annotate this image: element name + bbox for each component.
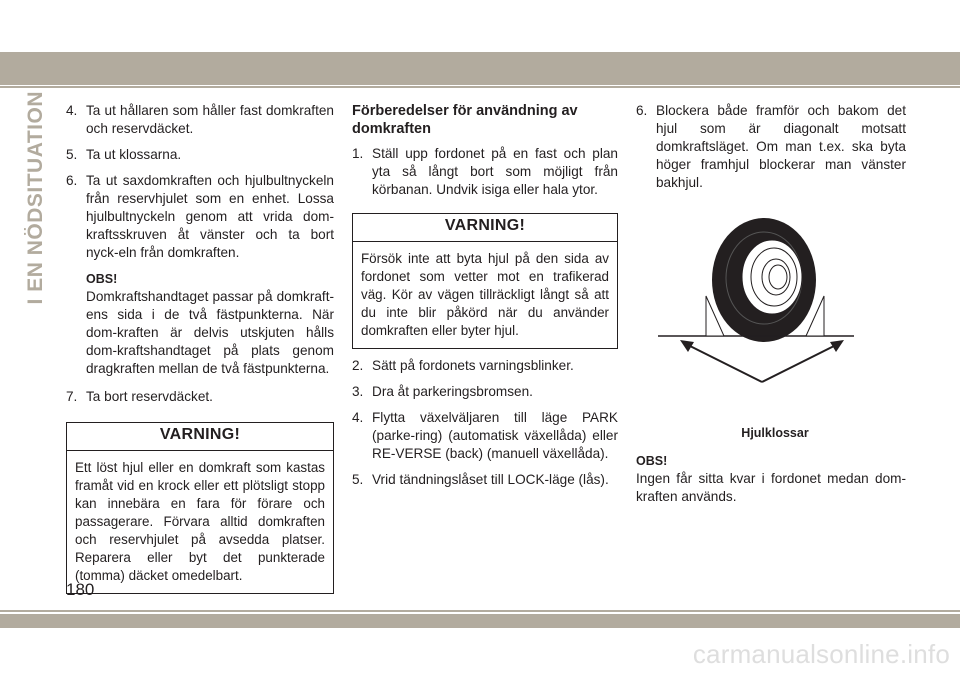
- list-text: Ta ut hållaren som håller fast domkraften och reservdäcket.: [86, 103, 334, 136]
- note-text: Ingen får sitta kvar i fordonet medan dom-kraften används.: [636, 471, 906, 504]
- list-number: 6.: [66, 173, 78, 188]
- warning-title: VARNING!: [353, 214, 617, 242]
- section-heading: Förberedelser för användning av domkraften: [352, 103, 578, 137]
- top-header-band: [0, 52, 960, 85]
- list-number: 2.: [352, 358, 364, 373]
- wheel-chock-icon: [654, 210, 864, 420]
- list-item: [66, 388, 334, 406]
- list-item: [66, 102, 334, 138]
- list-text: Ta ut klossarna.: [86, 147, 182, 162]
- list-number: 3.: [352, 384, 364, 399]
- list-item: [352, 471, 618, 489]
- warning-text: Försök inte att byta hjul på den sida av fordonet som vetter mot en trafikerad väg. Kör av vägen tillräckligt långt så att du inte blir påkörd när du använder domkraften eller byter hjul.: [361, 251, 609, 338]
- list-number: 5.: [66, 147, 78, 162]
- list-text: Flytta växelväljaren till läge PARK (parke-ring) (automatisk växellåda) eller RE-VERSE (back) (manuell växellåda).: [372, 410, 618, 461]
- list-item: [352, 357, 618, 375]
- watermark: carmanualsonline.info: [692, 639, 950, 669]
- list-text: Ställ upp fordonet på en fast och plan yta så långt bort som möjligt från körbanan. Undvik isiga eller hala ytor.: [372, 146, 618, 197]
- wheel-chock-illustration: [654, 210, 864, 420]
- list-number: 6.: [636, 103, 648, 118]
- list-text: Ta bort reservdäcket.: [86, 389, 213, 404]
- list-item: [66, 146, 334, 164]
- list-text: Vrid tändningslåset till LOCK-läge (lås).: [372, 472, 609, 487]
- note-block: [66, 270, 334, 378]
- figure-caption: Hjulklossar: [741, 426, 809, 440]
- list-text: Sätt på fordonets varningsblinker.: [372, 358, 574, 373]
- list-item: [352, 383, 618, 401]
- list-number: 7.: [66, 389, 78, 404]
- list-item: [66, 172, 334, 262]
- list-number: 4.: [352, 410, 364, 425]
- list-number: 5.: [352, 472, 364, 487]
- note-text: Domkraftshandtaget passar på domkraft-ens sida i de två fästpunkterna. När dom-kraften är delvis utskjuten hålls dom-kraftshandtaget på plats genom dragkraften mellan de två fästpunkterna.: [86, 289, 334, 376]
- list-item: [636, 102, 906, 192]
- list-number: 4.: [66, 103, 78, 118]
- list-text: Blockera både framför och bakom det hjul som är diagonalt motsatt domkraftsläget. Om man t.ex. ska byta höger framhjul blockerar man vänster bakhjul.: [656, 103, 906, 190]
- note-label: OBS!: [86, 272, 118, 286]
- list-text: Dra åt parkeringsbromsen.: [372, 384, 533, 399]
- column-2: [352, 102, 618, 497]
- column-1: [66, 102, 334, 594]
- warning-title: VARNING!: [67, 423, 333, 451]
- section-tab: [24, 91, 48, 305]
- note-label: OBS!: [636, 454, 668, 468]
- column-3: [636, 102, 906, 506]
- warning-box: [66, 422, 334, 594]
- list-number: 1.: [352, 146, 364, 161]
- page-number: 180: [66, 580, 95, 599]
- note-block: [636, 452, 906, 506]
- section-tab-label: I EN NÖDSITUATION: [24, 91, 47, 305]
- list-item: [352, 145, 618, 199]
- bottom-footer-band: [0, 614, 960, 628]
- warning-box: [352, 213, 618, 349]
- list-text: Ta ut saxdomkraften och hjulbultnyckeln från reservhjulet som en enhet. Lossa hjulbultnyckeln genom att vrida dom-kraftsskruven åt vänster och ta bort nyck-eln från domkraften.: [86, 173, 334, 260]
- warning-text: Ett löst hjul eller en domkraft som kastas framåt vid en krock eller ett plötsligt stopp kan innebära en fara för förare och passagerare. Förvara alltid domkraften och reservhjulet på avsedda platser. Reparera eller byt det punkterade (tomma) däcket omedelbart.: [75, 460, 325, 583]
- list-item: [352, 409, 618, 463]
